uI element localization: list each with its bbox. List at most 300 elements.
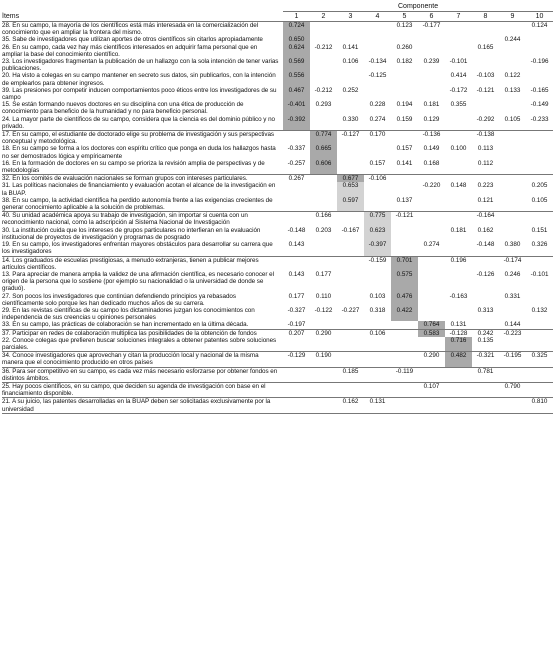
item-text: 38. En su campo, la actividad científica ha perdido autonomía frente a las exigencias crecientes de generar conocimiento aplicable a la solución de problemas. — [2, 196, 273, 212]
loading-cell: -0.148 — [287, 226, 306, 234]
loading-cell — [526, 72, 553, 86]
loading-cell — [337, 382, 364, 397]
loading-cell — [391, 87, 418, 101]
loading-cell: 0.583 — [418, 329, 445, 337]
loading-cell — [418, 87, 445, 101]
loading-cell — [283, 131, 310, 146]
loading-cell — [337, 22, 364, 37]
loading-cell: -0.128 — [445, 329, 472, 337]
loading-cell — [472, 293, 499, 307]
loading-cell — [364, 197, 391, 212]
loading-cell: 0.380 — [504, 241, 521, 249]
loading-cell — [337, 72, 364, 86]
items-header: Ítems — [2, 12, 20, 20]
loading-cell — [418, 256, 445, 271]
loading-cell — [337, 101, 364, 115]
loading-cell — [499, 227, 526, 241]
item-text: 26. En su campo, cada vez hay más científicos interesados en adquirir fama personal que en ampliar la base del conocimiento científico. — [2, 43, 258, 58]
loading-cell: 0.151 — [531, 226, 548, 234]
loading-cell: 0.162 — [337, 398, 364, 413]
loading-cell: 0.181 — [450, 226, 467, 234]
loading-cell: 0.110 — [315, 292, 332, 300]
loading-cell: 0.165 — [477, 43, 494, 51]
loading-cell: -0.321 — [472, 352, 499, 367]
loading-cell — [445, 197, 472, 212]
table-row — [2, 72, 553, 86]
loading-cell: 0.141 — [342, 43, 359, 51]
loading-cell: 0.105 — [531, 196, 548, 204]
loading-cell: -0.164 — [472, 212, 499, 227]
loading-cell — [310, 182, 337, 196]
loading-cell: -0.257 — [287, 159, 306, 167]
loading-cell: 0.606 — [310, 160, 337, 175]
loading-cell: 0.148 — [450, 182, 467, 190]
item-text: 33. En su campo, las prácticas de colaboración se han incrementado en la última década. — [2, 321, 249, 329]
loading-cell — [472, 398, 499, 413]
loading-cell — [418, 44, 445, 58]
loading-cell: 0.653 — [337, 182, 364, 196]
table-row — [2, 22, 553, 37]
loading-cell — [337, 36, 364, 43]
loading-cell — [364, 145, 391, 159]
loading-cell — [391, 352, 418, 367]
loading-cell: 0.716 — [445, 337, 472, 352]
header-row-group — [2, 2, 553, 12]
loading-cell — [418, 367, 445, 382]
loading-cell: 0.122 — [504, 72, 521, 80]
loading-cell: 0.274 — [369, 115, 386, 123]
loading-cell — [472, 58, 499, 72]
loading-cell: 0.166 — [310, 212, 337, 227]
loading-cell: -0.106 — [364, 175, 391, 183]
loading-cell — [310, 58, 337, 72]
loading-cell: 0.326 — [531, 241, 548, 249]
loading-cell — [364, 337, 391, 352]
loading-cell — [364, 87, 391, 101]
loading-cell — [391, 398, 418, 413]
loading-cell: -0.159 — [364, 256, 391, 271]
loading-cell — [364, 382, 391, 397]
loading-cell — [472, 175, 499, 183]
loading-cell — [310, 256, 337, 271]
table-row — [2, 44, 553, 58]
loading-cell: 0.168 — [423, 159, 440, 167]
loading-cell — [283, 382, 310, 397]
loading-cell: 0.623 — [364, 227, 391, 241]
loading-cell: 0.482 — [445, 352, 472, 367]
loading-cell: 0.103 — [369, 292, 386, 300]
loading-cell: 0.131 — [364, 398, 391, 413]
item-text: 19. En su campo, los investigadores enfrentan mayores obstáculos para desarrollar su carrera que los investigadores — [2, 241, 273, 256]
item-text: 29. En las revistas científicas de su campo los dictaminadores juzgan los conocimientos con independencia de sus creencias u opiniones personales — [2, 306, 255, 322]
item-text: 15. Se están formando nuevos doctores en su disciplina con una ética de producción de conocimiento para beneficio de la humanidad y no para beneficio personal. — [2, 101, 244, 116]
loading-cell — [391, 182, 418, 196]
loading-cell — [445, 241, 472, 256]
loading-cell — [499, 131, 526, 146]
loading-cell: -0.125 — [368, 72, 387, 80]
table-row — [2, 271, 553, 293]
loading-cell — [310, 321, 337, 329]
loading-cell — [418, 212, 445, 227]
loading-cell — [418, 227, 445, 241]
loading-cell: 0.207 — [283, 329, 310, 337]
loading-cell — [526, 36, 553, 43]
loading-cell — [310, 398, 337, 413]
table-row — [2, 87, 553, 101]
factor-loadings-table — [2, 2, 553, 414]
loading-cell: 0.274 — [423, 241, 440, 249]
item-text: 27. Son pocos los investigadores que continúan defendiendo principios ya rebasados científicamente solo porque les han dedicado muchos años de su carrera. — [2, 292, 236, 307]
loading-cell — [337, 145, 364, 159]
loading-cell: -0.134 — [368, 58, 387, 66]
loading-cell: -0.138 — [472, 131, 499, 146]
item-text: 20. Ha visto a colegas en su campo mantener en secreto sus datos, sin publicarlos, con la intención de emplearlos para obtener ingresos. — [2, 72, 276, 87]
loading-cell — [418, 307, 445, 321]
component-column-header: 10 — [535, 13, 544, 20]
loading-cell: -0.223 — [499, 329, 526, 337]
loading-cell — [418, 36, 445, 43]
loading-cell: 0.223 — [477, 182, 494, 190]
loading-cell: 0.781 — [472, 367, 499, 382]
loading-cell: 0.267 — [283, 175, 310, 183]
loading-cell — [283, 337, 310, 352]
loading-cell: 0.624 — [283, 44, 310, 58]
loading-cell — [526, 367, 553, 382]
loading-cell: 0.414 — [450, 72, 467, 80]
loading-cell: -0.337 — [287, 145, 306, 153]
item-text: 16. En la formación de doctores en su campo se prioriza la revisión amplia de perspectivas y de metodologías — [2, 159, 265, 175]
loading-cell: 0.124 — [526, 22, 553, 37]
loading-cell: 0.157 — [369, 159, 386, 167]
loading-cell — [445, 367, 472, 382]
table-row — [2, 398, 553, 413]
item-text: 34. Conoce investigadores que aprovechan y citan la producción local y nacional de la misma manera que el conocimiento producido en otros países — [2, 352, 283, 367]
loading-cell: -0.220 — [422, 182, 441, 190]
loading-cell: 0.252 — [342, 86, 359, 94]
loading-cell: -0.196 — [530, 58, 549, 66]
component-column-header: 8 — [483, 13, 488, 20]
loading-cell — [472, 321, 499, 329]
loading-cell — [337, 212, 364, 227]
loading-cell — [472, 382, 499, 397]
table-row — [2, 293, 553, 307]
loading-cell: -0.392 — [283, 116, 310, 131]
loading-cell: 0.701 — [391, 256, 418, 271]
loading-cell — [418, 72, 445, 86]
item-text: 21. A su juicio, las patentes desarrolladas en la BUAP deben ser solicitadas exclusivamente por la universidad — [2, 398, 283, 413]
loading-cell — [391, 241, 418, 256]
loading-cell — [391, 36, 418, 43]
loading-cell — [418, 398, 445, 413]
loading-cell — [526, 175, 553, 183]
loading-cell: 0.177 — [315, 270, 332, 278]
loading-cell: -0.129 — [283, 352, 310, 367]
loading-cell: -0.122 — [314, 306, 333, 314]
loading-cell — [310, 382, 337, 397]
item-text: 13. Para apreciar de manera amplia la validez de una afirmación científica, es necesario conocer el origen de la persona que lo sostiene (por ejemplo su nacionalidad o la universidad de donde se graduó). — [2, 270, 274, 293]
component-column-header: 9 — [510, 13, 515, 20]
loading-cell — [337, 271, 364, 293]
loading-cell — [499, 44, 526, 58]
loading-cell: 0.133 — [504, 86, 521, 94]
loading-cell — [526, 44, 553, 58]
loading-cell — [445, 212, 472, 227]
loading-cell: -0.148 — [476, 241, 495, 249]
loading-cell — [499, 398, 526, 413]
loading-cell — [364, 367, 391, 382]
loading-cell — [337, 337, 364, 352]
loading-cell — [526, 212, 553, 227]
loading-cell — [364, 22, 391, 37]
loading-cell — [337, 321, 364, 329]
item-text: 30. La institución cuida que los intereses de grupos particulares no interfieran en la evaluación institucional de proyectos de investigación y programas de posgrado — [2, 226, 261, 241]
loading-cell: 0.228 — [369, 101, 386, 109]
loading-cell: 0.290 — [310, 329, 337, 337]
loading-cell: 0.330 — [342, 115, 359, 123]
table-row — [2, 182, 553, 196]
loading-cell — [445, 160, 472, 175]
loading-cell: 0.203 — [315, 226, 332, 234]
loading-cell: 0.121 — [477, 196, 494, 204]
loading-cell: 0.194 — [396, 101, 413, 109]
loading-cell: 0.293 — [315, 101, 332, 109]
loading-cell — [499, 58, 526, 72]
loading-cell: 0.105 — [504, 115, 521, 123]
loading-cell: 0.170 — [364, 131, 391, 146]
item-text: 36. Para ser competitivo en su campo, es cada vez más necesario esforzarse por obtener fondos en distintos ámbitos. — [2, 367, 283, 382]
loading-cell: 0.162 — [477, 226, 494, 234]
table-row — [2, 175, 553, 183]
loading-cell — [364, 352, 391, 367]
table-row — [2, 382, 553, 397]
loading-cell: -0.397 — [364, 241, 391, 256]
table-row — [2, 352, 553, 367]
loading-cell — [445, 271, 472, 293]
loading-cell: 0.112 — [477, 159, 494, 167]
loading-cell: 0.196 — [445, 256, 472, 271]
loading-cell — [499, 367, 526, 382]
table-row — [2, 212, 553, 227]
loading-cell: 0.677 — [337, 175, 364, 183]
table-row — [2, 307, 553, 321]
loading-cell — [472, 256, 499, 271]
table-row — [2, 101, 553, 115]
loading-cell: -0.163 — [449, 292, 468, 300]
loading-cell — [526, 329, 553, 337]
header-row-columns — [2, 12, 553, 22]
loading-cell — [499, 307, 526, 321]
loading-cell: 0.556 — [283, 72, 310, 86]
loading-cell: 0.113 — [477, 145, 494, 153]
loading-cell — [364, 182, 391, 196]
loading-cell: -0.121 — [476, 86, 495, 94]
loading-cell: 0.137 — [396, 196, 413, 204]
loading-cell: 0.774 — [310, 131, 337, 146]
loading-cell — [283, 212, 310, 227]
loading-cell: 0.157 — [396, 145, 413, 153]
loading-cell — [526, 145, 553, 159]
loading-cell: 0.123 — [391, 22, 418, 37]
loading-cell — [391, 321, 418, 329]
component-column-header: 4 — [375, 13, 380, 20]
loading-cell: -0.126 — [476, 270, 495, 278]
loading-cell — [418, 293, 445, 307]
item-text: 24. La mayor parte de científicos de su campo, considera que la ciencia es del dominio público y no privado. — [2, 115, 275, 130]
loading-cell — [310, 337, 337, 352]
loading-cell: 0.244 — [504, 36, 521, 44]
loading-cell: 0.764 — [418, 321, 445, 329]
table-row — [2, 256, 553, 271]
loading-cell — [418, 197, 445, 212]
loading-cell — [526, 382, 553, 397]
loading-cell — [499, 337, 526, 352]
item-text: 39. Las presiones por competir inducen comportamientos poco éticos entre los investigadores de su campo — [2, 86, 277, 102]
loading-cell — [526, 131, 553, 146]
loading-cell: -0.212 — [314, 86, 333, 94]
loading-cell — [391, 131, 418, 146]
loading-cell: -0.327 — [287, 306, 306, 314]
loading-cell: -0.127 — [337, 131, 364, 146]
table-row — [2, 367, 553, 382]
loading-cell: 0.260 — [396, 43, 413, 51]
table-row — [2, 116, 553, 131]
loading-cell: 0.290 — [418, 352, 445, 367]
loading-cell: 0.177 — [288, 292, 305, 300]
loading-cell — [364, 36, 391, 43]
loading-cell — [499, 145, 526, 159]
loading-cell: 0.422 — [391, 307, 418, 321]
loading-cell: 0.149 — [423, 145, 440, 153]
loading-cell — [364, 321, 391, 329]
loading-cell — [310, 116, 337, 131]
component-column-header: 1 — [294, 13, 299, 20]
loading-cell — [499, 101, 526, 115]
loading-cell — [337, 160, 364, 175]
loading-cell — [391, 382, 418, 397]
loading-cell: 0.144 — [504, 321, 521, 329]
item-text: 40. Su unidad académica apoya su trabajo de investigación, sin importar si cuenta con un reconocimiento nacional, como la adscripción al Sistema Nacional de Investigación — [2, 212, 283, 227]
loading-cell — [445, 22, 472, 37]
loading-cell: -0.195 — [499, 352, 526, 367]
item-text: 25. Hay pocos científicos, en su campo, que deciden su agenda de investigación con base en el financiamiento disponible. — [2, 382, 283, 397]
loading-cell — [310, 72, 337, 86]
loading-cell: 0.143 — [288, 241, 305, 249]
table-row — [2, 337, 553, 352]
loading-cell — [391, 337, 418, 352]
loading-cell — [526, 337, 553, 352]
loading-cell — [472, 22, 499, 37]
item-text: 32. En los comités de evaluación nacionales se forman grupos con intereses particulares. — [2, 175, 283, 183]
loading-cell: 0.597 — [337, 197, 364, 212]
loading-cell — [337, 293, 364, 307]
loading-cell: 0.205 — [531, 182, 548, 190]
loading-cell — [391, 175, 418, 183]
item-text: 14. Los graduados de escuelas prestigiosas, a menudo extranjeras, tienen a publicar mejores artículos científicos. — [2, 256, 283, 271]
loading-cell — [445, 398, 472, 413]
loading-cell: 0.569 — [283, 58, 310, 72]
item-text: 18. En su campo se forma a los doctores con espíritu crítico que ponga en duda los hallazgos hasta no ser demostrados lógica y empíricamente — [2, 145, 276, 160]
table-row — [2, 145, 553, 159]
loading-cell: -0.136 — [418, 131, 445, 146]
loading-cell: 0.132 — [531, 306, 548, 314]
table-row — [2, 227, 553, 241]
loading-cell: 0.100 — [450, 145, 467, 153]
loading-cell — [526, 160, 553, 175]
table-row — [2, 329, 553, 337]
loading-cell — [283, 367, 310, 382]
loading-cell — [310, 175, 337, 183]
loading-cell: -0.101 — [530, 270, 549, 278]
loading-cell: 0.106 — [342, 58, 359, 66]
loading-cell — [283, 256, 310, 271]
component-column-header: 6 — [429, 13, 434, 20]
loading-cell — [418, 337, 445, 352]
loading-cell: 0.159 — [396, 115, 413, 123]
item-text: 37. Participar en redes de colaboración multiplica las posibilidades de la obtención de fondos — [2, 329, 283, 337]
header-blank-cell — [2, 2, 283, 12]
component-column-header: 2 — [321, 13, 326, 20]
loading-cell: 0.665 — [310, 145, 337, 159]
loading-cell: -0.401 — [283, 101, 310, 115]
loading-cell — [526, 321, 553, 329]
loading-cell — [310, 367, 337, 382]
loading-cell — [283, 398, 310, 413]
loading-cell — [499, 212, 526, 227]
loading-cell: 0.143 — [288, 270, 305, 278]
loading-cell: 0.190 — [310, 352, 337, 367]
item-text: 17. En su campo, el estudiante de doctorado elige su problema de investigación y sus perspectivas conceptual y metodológica. — [2, 131, 283, 146]
table-row — [2, 197, 553, 212]
loading-cell: 0.313 — [477, 306, 494, 314]
loading-cell — [337, 241, 364, 256]
loading-cell: 0.106 — [364, 329, 391, 337]
loading-cell — [526, 256, 553, 271]
loading-cell: 0.185 — [337, 367, 364, 382]
loading-cell: -0.227 — [341, 306, 360, 314]
loading-cell: 0.775 — [364, 212, 391, 227]
loading-cell — [499, 197, 526, 212]
item-text: 35. Sabe de investigadores que utilizan aportes de otros científicos sin citarlos apropiadamente — [2, 36, 263, 44]
loading-cell — [310, 36, 337, 43]
loading-cell — [499, 160, 526, 175]
loading-cell: -0.149 — [530, 101, 549, 109]
loading-cell — [391, 227, 418, 241]
loading-cell — [310, 22, 337, 37]
loading-cell: 0.107 — [418, 382, 445, 397]
item-text: 31. Las políticas nacionales de financiamiento y evaluación acotan el alcance de la investigación en la BUAP. — [2, 182, 276, 197]
loading-cell: 0.724 — [283, 22, 310, 37]
table-row — [2, 160, 553, 175]
loading-cell — [337, 256, 364, 271]
table-row — [2, 36, 553, 43]
loading-cell: -0.292 — [476, 115, 495, 123]
loading-cell: 0.810 — [526, 398, 553, 413]
loading-cell: -0.172 — [449, 86, 468, 94]
loading-cell — [445, 116, 472, 131]
loading-cell — [283, 182, 310, 196]
loading-cell: 0.318 — [369, 306, 386, 314]
loading-cell: 0.476 — [391, 293, 418, 307]
loading-cell: -0.212 — [314, 43, 333, 51]
table-row — [2, 58, 553, 72]
loading-cell: 0.331 — [504, 292, 521, 300]
loading-cell: 0.131 — [450, 321, 467, 329]
loading-cell — [337, 352, 364, 367]
table-row — [2, 321, 553, 329]
loading-cell — [364, 271, 391, 293]
table-row — [2, 241, 553, 256]
loading-cell: 0.575 — [391, 271, 418, 293]
